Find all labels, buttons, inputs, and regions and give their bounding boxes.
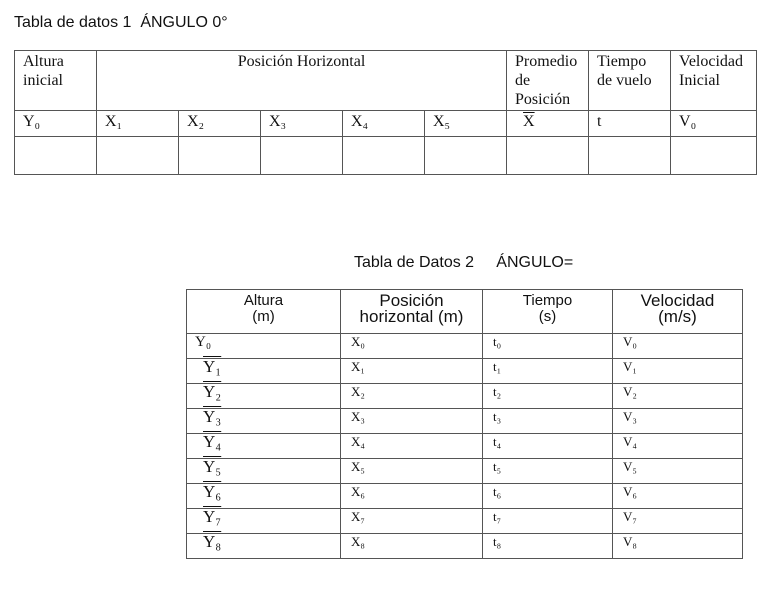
header-tiempo-line2: de vuelo (597, 72, 652, 89)
cell-x: X₃ (341, 409, 483, 434)
cell-v: V₃ (613, 409, 743, 434)
header-posicion-label: Posición (379, 291, 444, 310)
cell-v: V₀ (613, 334, 743, 359)
cell-x: X₄ (341, 434, 483, 459)
cell-y (187, 409, 341, 434)
symbol-y0: Y₀ (15, 111, 97, 137)
y-symbol: Y₅ (203, 457, 222, 476)
cell-y (187, 509, 341, 534)
table-row (187, 409, 743, 434)
table-row (187, 334, 743, 359)
data-table-1 (14, 50, 757, 175)
input-cell[interactable] (97, 137, 179, 175)
cell-x: X₅ (341, 459, 483, 484)
header-velocidad-line2: Inicial (679, 72, 720, 89)
table1-header-row (15, 51, 757, 111)
symbol-v0: V₀ (671, 111, 757, 137)
input-cell[interactable] (15, 137, 97, 175)
cell-x: X₇ (341, 509, 483, 534)
cell-t: t₄ (483, 434, 613, 459)
cell-y (187, 534, 341, 559)
input-cell[interactable] (343, 137, 425, 175)
header-tiempo-label: Tiempo (522, 292, 573, 309)
header-velocidad (613, 290, 743, 334)
input-cell[interactable] (261, 137, 343, 175)
table-row (187, 434, 743, 459)
header-altura-line1: Altura (23, 53, 64, 70)
table-row (187, 534, 743, 559)
y-symbol: Y₇ (203, 507, 222, 526)
y-symbol: Y₃ (203, 407, 222, 426)
table1-empty-row (15, 137, 757, 175)
cell-x: X₂ (341, 384, 483, 409)
header-altura-inicial (15, 51, 97, 111)
cell-t: t₃ (483, 409, 613, 434)
table-row (187, 509, 743, 534)
header-posicion-horizontal (97, 51, 507, 111)
cell-y (187, 384, 341, 409)
header-promedio-posicion (507, 51, 589, 111)
cell-t: t₅ (483, 459, 613, 484)
table2-title: Tabla de Datos 2 ÁNGULO= (354, 254, 574, 271)
y-symbol: Y₄ (203, 432, 222, 451)
header-promedio-line3: Posición (515, 91, 571, 108)
cell-y (187, 434, 341, 459)
cell-x: X₈ (341, 534, 483, 559)
table1-symbol-row (15, 111, 757, 137)
header-tiempo (483, 290, 613, 334)
cell-v: V₂ (613, 384, 743, 409)
cell-x: X₀ (341, 334, 483, 359)
cell-t: t₈ (483, 534, 613, 559)
header-velocidad-label: Velocidad (640, 291, 715, 310)
y-symbol: Y₈ (203, 532, 222, 551)
header-altura-line2: inicial (23, 72, 63, 89)
table-row (187, 484, 743, 509)
input-cell[interactable] (179, 137, 261, 175)
symbol-x3: X₃ (261, 111, 343, 137)
input-cell[interactable] (507, 137, 589, 175)
header-altura (187, 290, 341, 334)
cell-t: t₇ (483, 509, 613, 534)
header-velocidad-line1: Velocidad (679, 53, 744, 70)
header-tiempo-vuelo (589, 51, 671, 111)
y-symbol: Y₀ (195, 334, 212, 350)
cell-y (187, 459, 341, 484)
symbol-xbar-text: $\overline{X}$ (523, 113, 535, 130)
cell-x: X₆ (341, 484, 483, 509)
header-velocidad-unit: (m/s) (658, 307, 697, 326)
input-cell[interactable] (589, 137, 671, 175)
header-promedio-line1: Promedio (515, 53, 578, 70)
header-posicion (341, 290, 483, 334)
cell-v: V₆ (613, 484, 743, 509)
header-altura-label: Altura (243, 292, 284, 309)
cell-t: t₁ (483, 359, 613, 384)
cell-v: V₈ (613, 534, 743, 559)
cell-t: t₆ (483, 484, 613, 509)
cell-y (187, 334, 341, 359)
header-altura-unit: (m) (252, 308, 275, 325)
header-promedio-line2: de (515, 72, 531, 89)
input-cell[interactable] (425, 137, 507, 175)
symbol-x2: X₂ (179, 111, 261, 137)
header-posicion-text: Posición Horizontal (237, 53, 366, 70)
header-tiempo-unit: (s) (538, 308, 557, 325)
symbol-xbar (507, 111, 589, 137)
table-row (187, 384, 743, 409)
symbol-x1: X₁ (97, 111, 179, 137)
y-symbol: Y₂ (203, 382, 222, 401)
header-tiempo-line1: Tiempo (597, 53, 647, 70)
symbol-x5: X₅ (425, 111, 507, 137)
symbol-x4: X₄ (343, 111, 425, 137)
table2-header-row (187, 290, 743, 334)
data-table-2 (186, 289, 743, 559)
y-symbol: Y₁ (203, 357, 222, 376)
cell-x: X₁ (341, 359, 483, 384)
cell-v: V₅ (613, 459, 743, 484)
cell-v: V₁ (613, 359, 743, 384)
cell-t: t₀ (483, 334, 613, 359)
table2-body (187, 334, 743, 559)
cell-v: V₄ (613, 434, 743, 459)
table-row (187, 459, 743, 484)
y-symbol: Y₆ (203, 482, 222, 501)
header-velocidad-inicial (671, 51, 757, 111)
symbol-t: t (589, 111, 671, 137)
input-cell[interactable] (671, 137, 757, 175)
cell-t: t₂ (483, 384, 613, 409)
table1-title: Tabla de datos 1 ÁNGULO 0° (14, 14, 228, 31)
table-row (187, 359, 743, 384)
cell-y (187, 359, 341, 384)
header-posicion-unit: horizontal (m) (359, 307, 464, 326)
cell-y (187, 484, 341, 509)
cell-v: V₇ (613, 509, 743, 534)
